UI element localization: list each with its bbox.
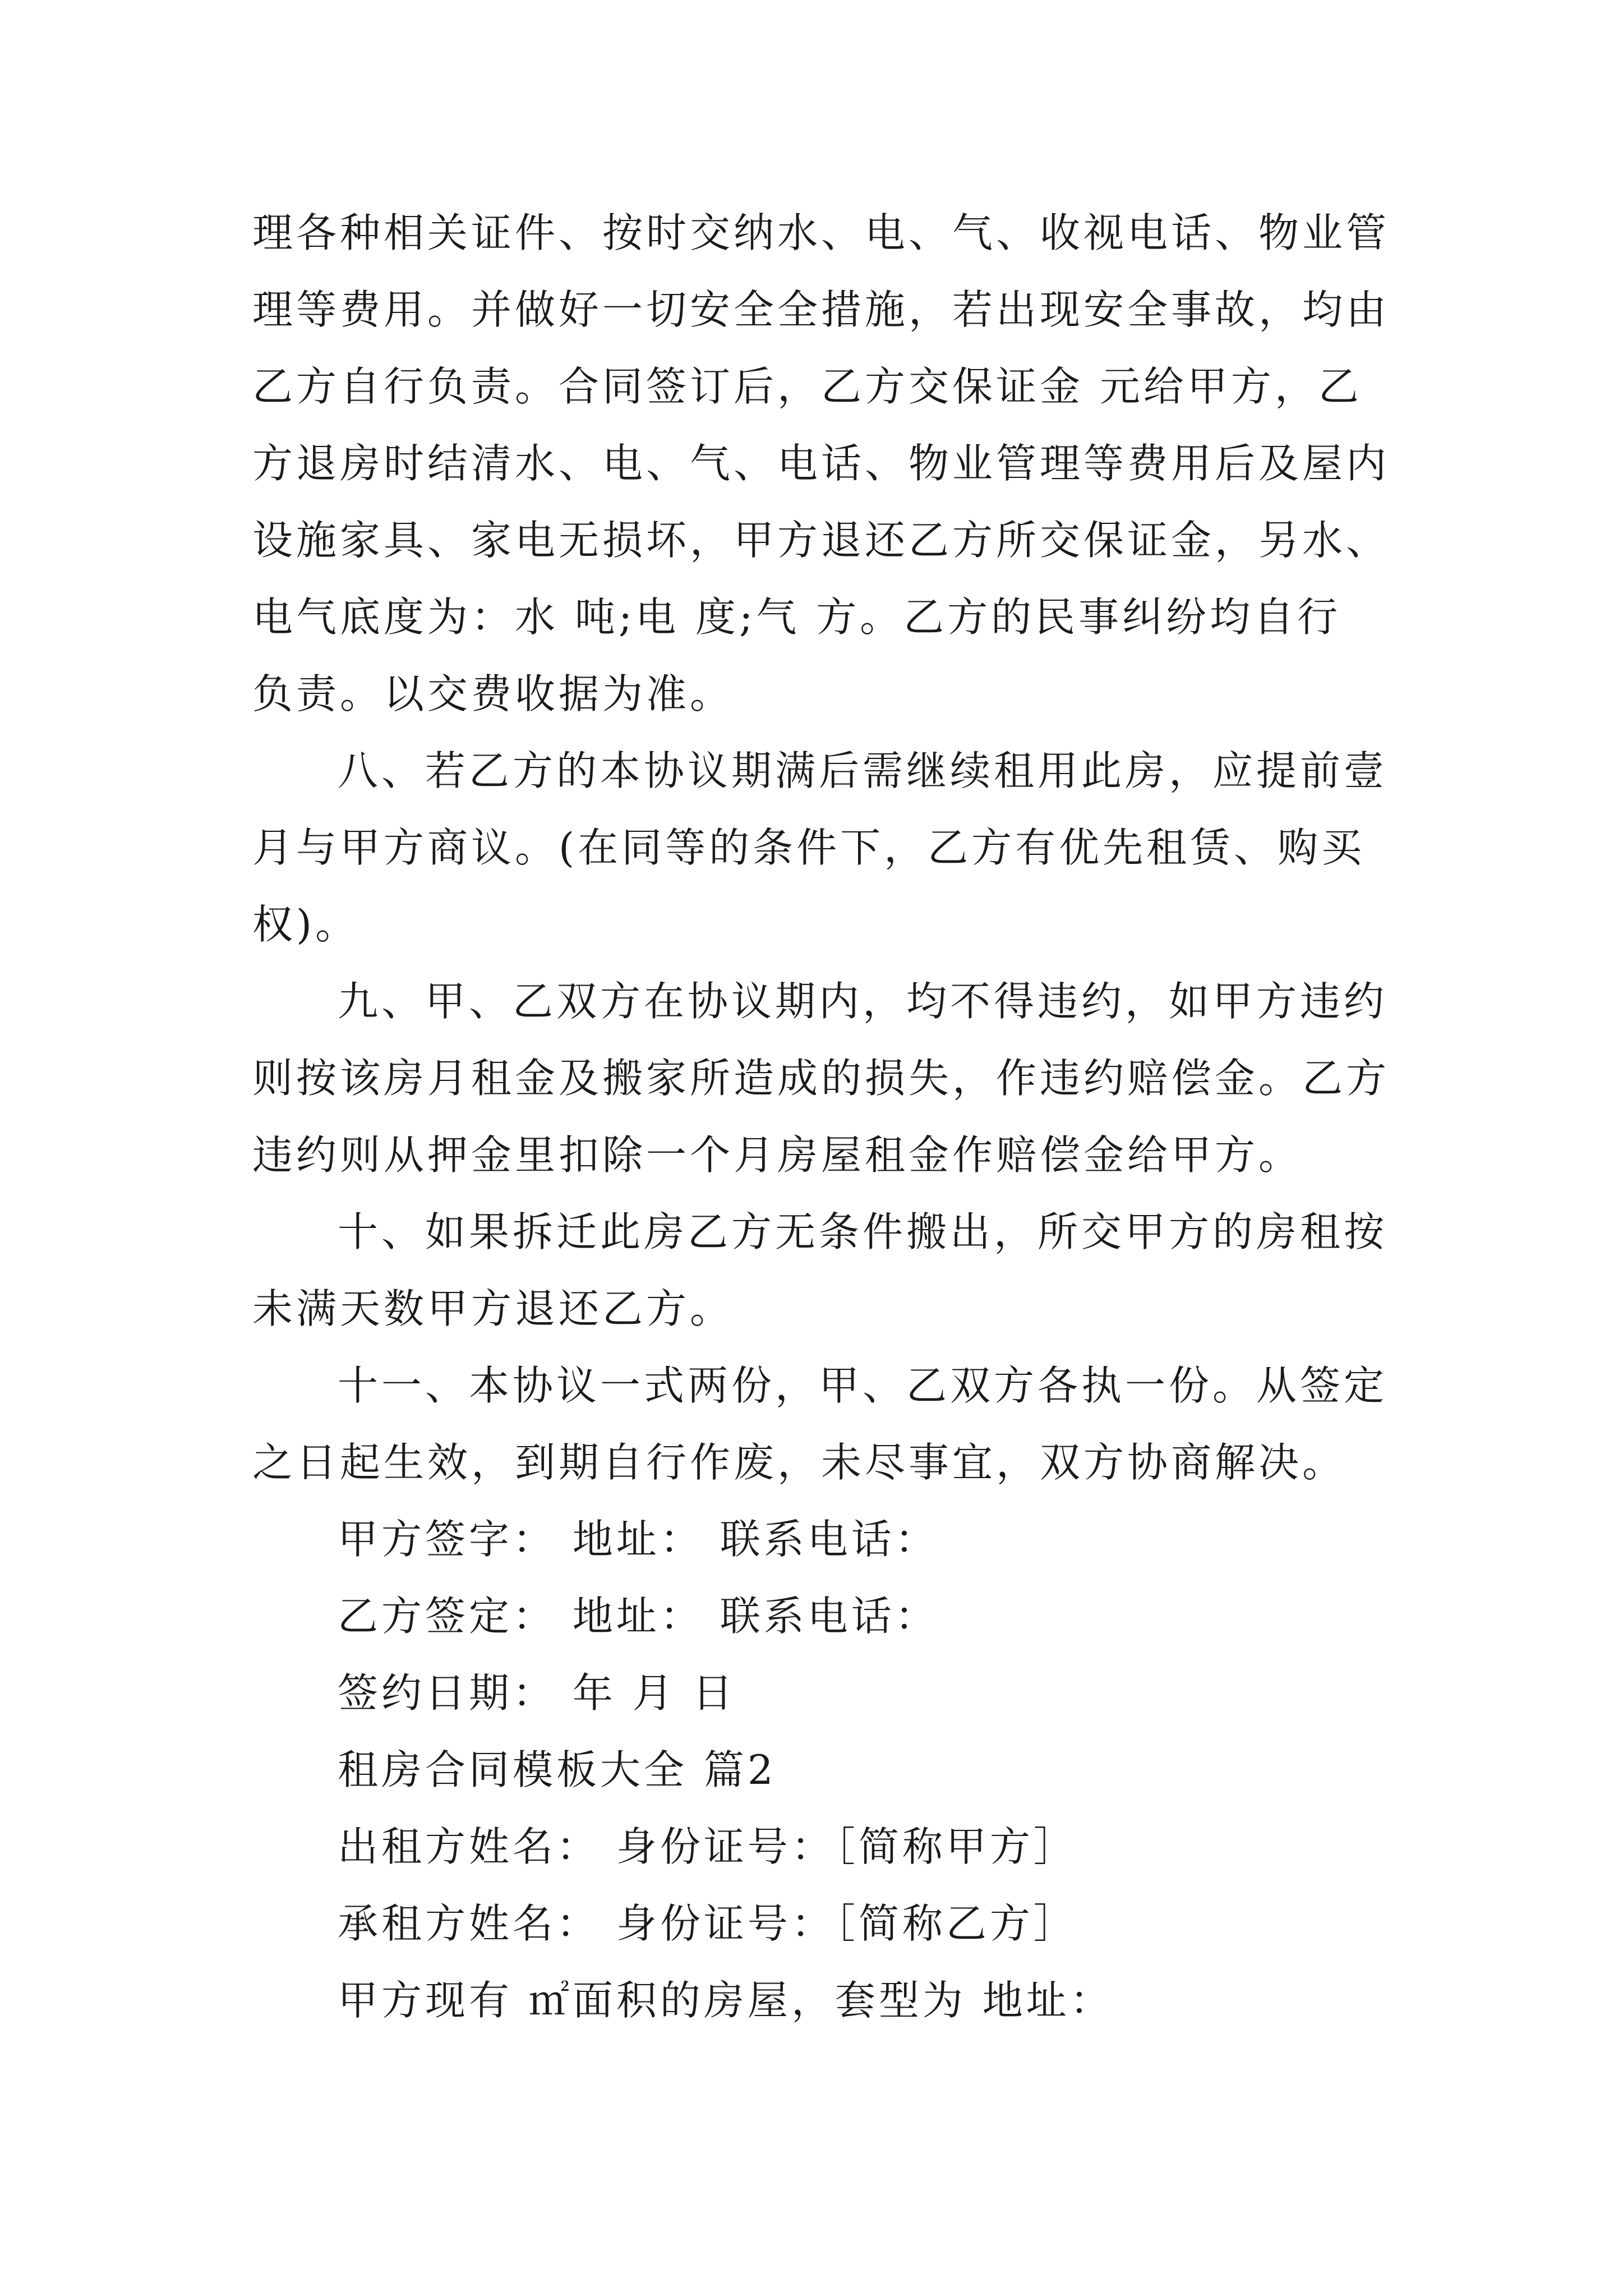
lessee-info-line: 承租方姓名： 身份证号：［简称乙方］	[338, 1900, 1077, 1947]
clause-9-start: 九、甲、乙双方在协议期内，均不得违约，如甲方违约	[338, 978, 1388, 1025]
clause-11-start: 十一、本协议一式两份，甲、乙双方各执一份。从签定	[338, 1362, 1388, 1409]
text-line: 乙方自行负责。合同签订后，乙方交保证金 元给甲方，乙	[252, 363, 1362, 410]
text-line: 违约则从押金里扣除一个月房屋租金作赔偿金给甲方。	[252, 1131, 1303, 1179]
text-line: 方退房时结清水、电、气、电话、物业管理等费用后及屋内	[252, 440, 1390, 487]
text-line: 理等费用。并做好一切安全全措施，若出现安全事故，均由	[252, 286, 1390, 333]
text-line: 设施家具、家电无损坏，甲方退还乙方所交保证金，另水、	[252, 517, 1390, 564]
text-line: 负责。以交费收据为准。	[252, 670, 734, 717]
section-heading: 租房合同模板大全 篇2	[338, 1746, 777, 1793]
text-line: 则按该房月租金及搬家所造成的损失，作违约赔偿金。乙方	[252, 1055, 1390, 1102]
text-line: 之日起生效，到期自行作废，未尽事宜，双方协商解决。	[252, 1439, 1347, 1486]
signing-date-line: 签约日期： 年 月 日	[338, 1669, 736, 1717]
property-info-line: 甲方现有 ㎡面积的房屋，套型为 地址：	[338, 1977, 1114, 2024]
text-line: 月与甲方商议。(在同等的条件下，乙方有优先租赁、购买	[252, 824, 1366, 871]
text-line: 未满天数甲方退还乙方。	[252, 1285, 734, 1332]
party-b-signature-line: 乙方签定： 地址： 联系电话：	[338, 1593, 939, 1640]
clause-8-start: 八、若乙方的本协议期满后需继续租用此房，应提前壹	[338, 747, 1388, 794]
text-line: 权)。	[252, 901, 359, 948]
text-line: 电气底度为：水 吨;电 度;气 方。乙方的民事纠纷均自行	[252, 593, 1341, 641]
clause-10-start: 十、如果拆迁此房乙方无条件搬出，所交甲方的房租按	[338, 1208, 1388, 1255]
text-line: 理各种相关证件、按时交纳水、电、气、收视电话、物业管	[252, 209, 1390, 256]
party-a-signature-line: 甲方签字： 地址： 联系电话：	[338, 1516, 939, 1563]
lessor-info-line: 出租方姓名： 身份证号：［简称甲方］	[338, 1823, 1077, 1870]
